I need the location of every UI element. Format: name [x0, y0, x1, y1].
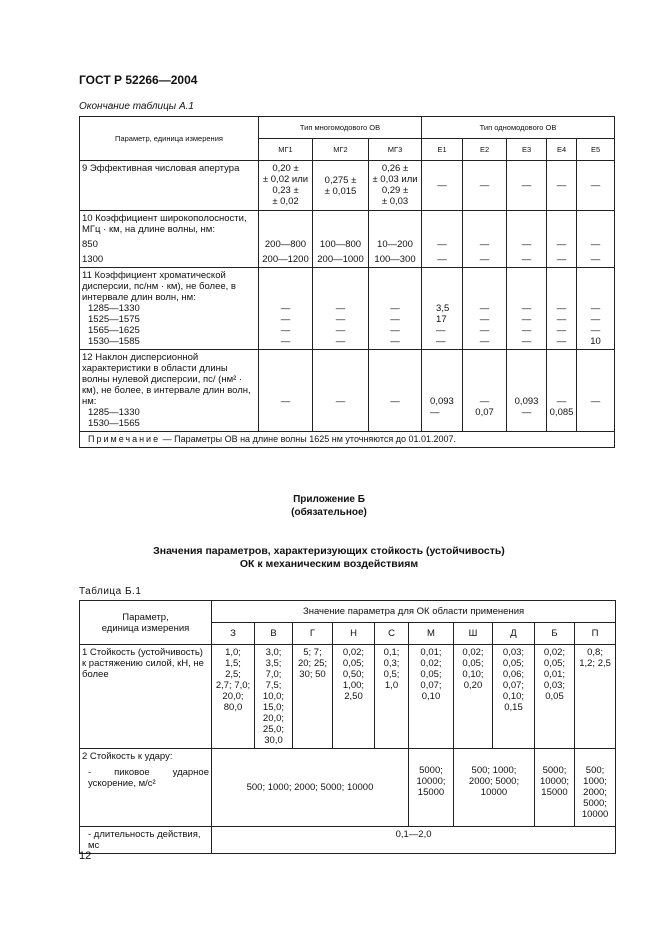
value-cell: —: [313, 350, 369, 432]
value-cell: 10—200 100—300: [369, 211, 422, 268]
param-cell: [80, 749, 212, 827]
wavelength-ranges: 1285—1330 1525—1575 1565—1625 1530—1585: [88, 303, 140, 347]
value-cell: 0,02; 0,05; 0,50; 1,00; 2,50: [333, 645, 375, 749]
col-header: Е4: [547, 139, 577, 161]
table-note: [80, 432, 615, 448]
value-cell: — — — —: [259, 268, 313, 350]
page-number: 12: [79, 850, 92, 862]
value-cell: —: [577, 161, 615, 211]
table-row: [80, 350, 615, 432]
value-cell: 200—800 200—1200: [259, 211, 313, 268]
table-row: [80, 161, 615, 211]
param-text: 12 Наклон дисперсионной характеристики в области длины волны нулевой дисперсии, пс/ (нм² · км), не более, в интервале длин волн, нм:: [82, 352, 251, 407]
col-param-header: Параметр, единица измерения: [80, 117, 259, 161]
table-row: [80, 211, 615, 268]
value-cell: — — — —: [507, 268, 547, 350]
value-cell: — — — —: [369, 268, 422, 350]
section-heading-line1: Значения параметров, характеризующих стойкость (устойчивость): [153, 545, 505, 557]
document-header: ГОСТ Р 52266—2004: [79, 73, 198, 87]
value-cell: 1,0; 1,5; 2,5; 2,7; 7,0; 20,0; 80,0: [212, 645, 255, 749]
col-header: В: [255, 623, 293, 645]
value-cell: 0,26 ± ± 0,03 или 0,29 ± ± 0,03: [369, 161, 422, 211]
param-cell: [80, 350, 259, 432]
value-cell: — — — —: [463, 268, 507, 350]
note-text: — Параметры ОВ на длине волны 1625 нм уточняются до 01.01.2007.: [162, 434, 457, 444]
col-header: П: [575, 623, 616, 645]
value-cell: 0,02; 0,05; 0,01; 0,03; 0,05: [535, 645, 575, 749]
appendix-status: (обязательное): [291, 507, 367, 518]
value-cell: — —: [577, 211, 615, 268]
sub-param-peak: - пиковое ударное ускорение, м/с²: [88, 767, 209, 789]
group-singlemode-header: Тип одномодового ОВ: [422, 117, 615, 139]
value-cell: —: [369, 350, 422, 432]
value-cell: 500; 1000; 2000; 5000; 10000: [212, 749, 409, 827]
value-cell: 3,0; 3,5; 7,0; 7,5; 10,0; 15,0; 20,0; 25,0; 30,0: [255, 645, 293, 749]
wavelength-1300: 1300: [82, 254, 104, 265]
col-header: Н: [333, 623, 375, 645]
param-text: 11 Коэффициент хроматической дисперсии, пс/нм · км), не более, в интервале длин волн, нм:: [82, 270, 236, 303]
col-header: Е1: [422, 139, 463, 161]
wavelength-ranges: 1285—1330 1530—1565: [88, 407, 140, 429]
table-row: [80, 645, 616, 749]
param-cell: 9 Эффективная числовая апертура: [80, 161, 259, 211]
col-header: Ш: [454, 623, 493, 645]
appendix-title: Приложение Б: [293, 494, 365, 505]
table-b1: [79, 600, 616, 854]
col-header: З: [212, 623, 255, 645]
col-header: Е5: [577, 139, 615, 161]
value-cell: 0,1; 0,3; 0,5; 1,0: [375, 645, 409, 749]
col-header: С: [375, 623, 409, 645]
value-cell: 0,02; 0,05; 0,10; 0,20: [454, 645, 493, 749]
col-header: М: [409, 623, 454, 645]
value-cell: — — — —: [547, 268, 577, 350]
table-a1: [79, 116, 615, 448]
value-cell: 0,01; 0,02; 0,05; 0,07; 0,10: [409, 645, 454, 749]
col-header: Е3: [507, 139, 547, 161]
value-cell: — —: [547, 211, 577, 268]
col-header: МГ2: [313, 139, 369, 161]
col-header: МГ3: [369, 139, 422, 161]
value-cell: — —: [463, 211, 507, 268]
table-a1-caption: Окончание таблицы А.1: [79, 101, 194, 112]
value-cell: 0,8; 1,2; 2,5: [575, 645, 616, 749]
col-header: Б: [535, 623, 575, 645]
col-header: МГ1: [259, 139, 313, 161]
value-cell: —: [577, 350, 615, 432]
value-cell: 100—800 200—1000: [313, 211, 369, 268]
value-cell: —: [463, 161, 507, 211]
value-cell: 500; 1000; 2000; 5000; 10000: [454, 749, 535, 827]
value-cell: 3,5 17 — —: [422, 268, 463, 350]
value-cell: —: [507, 161, 547, 211]
value-cell: 0,03; 0,05; 0,06; 0,07; 0,10; 0,15: [493, 645, 535, 749]
value-cell: 500; 1000; 2000; 5000; 10000: [575, 749, 616, 827]
note-label: Примечание: [88, 434, 161, 444]
value-cell: — — — —: [313, 268, 369, 350]
wavelength-850: 850: [82, 239, 98, 250]
table-b1-caption: Таблица Б.1: [79, 586, 142, 597]
param-cell: [80, 211, 259, 268]
value-cell: 0,093 —: [422, 350, 463, 432]
value-cell: 5000; 10000; 15000: [535, 749, 575, 827]
value-cell: 0,275 ± ± 0,015: [313, 161, 369, 211]
value-cell: 5; 7; 20; 25; 30; 50: [293, 645, 333, 749]
table-row: [80, 268, 615, 350]
value-cell: —: [547, 161, 577, 211]
col-header: Е2: [463, 139, 507, 161]
group-header: Значение параметра для ОК области применения: [212, 601, 616, 623]
value-cell: 0,20 ± ± 0,02 или 0,23 ± ± 0,02: [259, 161, 313, 211]
sub-param-duration: - длительность действия, мс: [80, 827, 212, 854]
col-header: Д: [493, 623, 535, 645]
param-cell: 1 Стойкость (устойчивость) к растяжению силой, кН, не более: [80, 645, 212, 749]
value-cell: — —: [507, 211, 547, 268]
value-cell: —: [422, 161, 463, 211]
value-cell: — — — 10: [577, 268, 615, 350]
col-header: Г: [293, 623, 333, 645]
group-multimode-header: Тип многомодового ОВ: [259, 117, 422, 139]
value-cell: 0,093 —: [507, 350, 547, 432]
value-cell: —: [259, 350, 313, 432]
value-cell: 0,1—2,0: [212, 827, 616, 854]
table-row: [80, 827, 616, 854]
section-heading-line2: ОК к механическим воздействиям: [239, 558, 419, 570]
value-cell: — —: [422, 211, 463, 268]
col-param-header: Параметр, единица измерения: [80, 601, 212, 645]
value-cell: 5000; 10000; 15000: [409, 749, 454, 827]
param-cell: [80, 268, 259, 350]
param-text: 2 Стойкость к удару:: [82, 751, 173, 762]
value-cell: — 0,085: [547, 350, 577, 432]
param-text: 10 Коэффициент широкополосности, МГц · км, на длине волны, нм:: [82, 213, 247, 235]
value-cell: — 0,07: [463, 350, 507, 432]
table-row: [80, 749, 616, 827]
